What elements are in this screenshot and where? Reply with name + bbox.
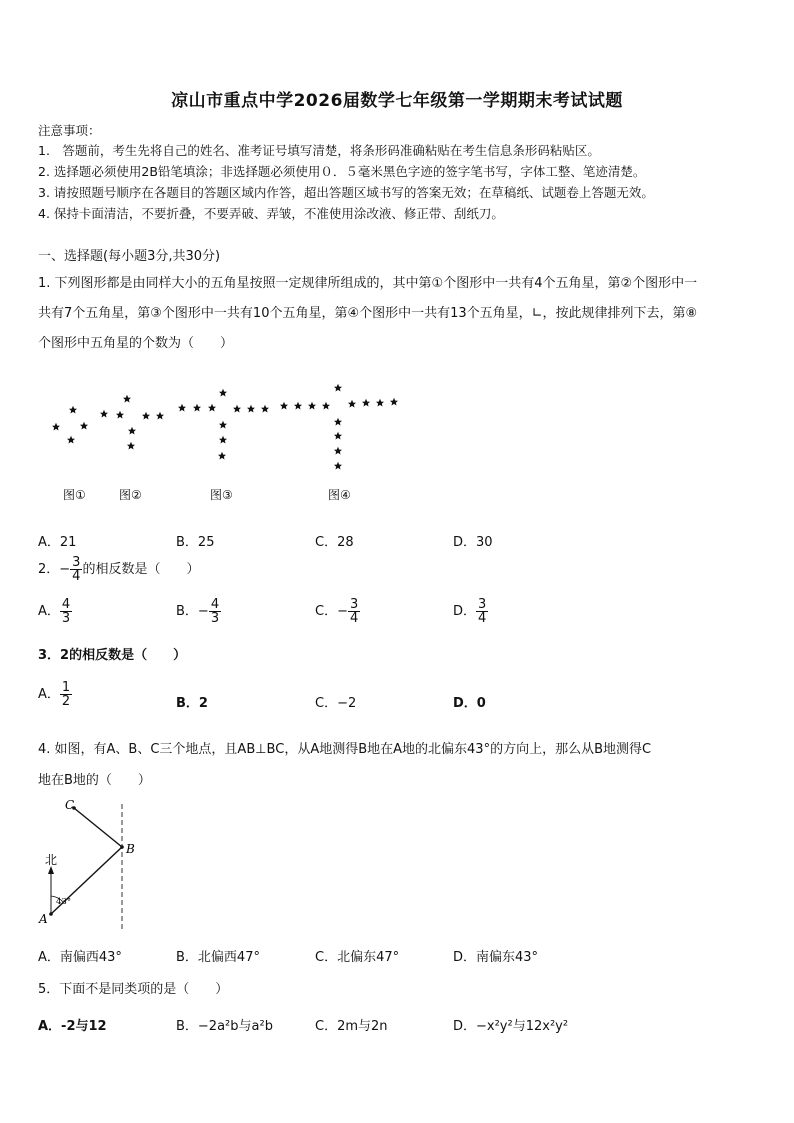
- q4-stem-line1: 4. 如图，有A、B、C三个地点，且AB⊥BC，从A地测得B地在A地的北偏东43°的方向上，那么从B地测得C: [38, 742, 652, 757]
- q2-option-a-den: 3: [61, 611, 71, 626]
- q3-option-d-text: 0: [476, 696, 486, 711]
- q2-option-d-frac: [476, 598, 488, 625]
- q2-suffix: 的相反数是（ ）: [82, 562, 200, 577]
- q1-stem-line1: 1. 下列图形都是由同样大小的五角星按照一定规律所组成的，其中第①个图形中一共有4个五角星，第②个图形中一: [38, 276, 698, 291]
- q2-option-b: [176, 598, 221, 625]
- point-c-label: C: [65, 798, 75, 812]
- q2-option-c-sign: −: [337, 604, 348, 619]
- segment-bc: [74, 808, 122, 847]
- figure-3-stars: [178, 389, 269, 460]
- q2-prefix: 2．−: [38, 562, 71, 577]
- q2-option-c-frac: [348, 598, 360, 625]
- q4-stem-line2: 地在B地的（ ）: [38, 773, 151, 788]
- q1-stem-line3: 个图形中五角星的个数为（ ）: [38, 336, 234, 351]
- fig-label-3: 图③: [210, 488, 233, 502]
- point-b-label: B: [126, 842, 135, 856]
- q3-option-c: [315, 692, 356, 711]
- q3-option-a: [38, 681, 72, 708]
- star-pattern-figure: [40, 372, 420, 482]
- figure-4-stars: [280, 384, 398, 470]
- q1-option-c: C．28: [315, 535, 354, 550]
- q2-option-b-den: 3: [210, 611, 220, 626]
- q4-option-b: B．北偏西47°: [176, 950, 260, 965]
- q3-option-a-letter: A．: [38, 687, 60, 702]
- q1-stem-line2: 共有7个五角星，第③个图形中一共有10个五角星，第④个图形中一共有13个五角星，∟，按此规律排列下去，第⑧: [38, 306, 698, 321]
- notes-heading: 注意事项：: [38, 123, 101, 138]
- q2-option-c-letter: C．: [315, 604, 338, 619]
- q2-option-b-num: 4: [210, 597, 220, 612]
- figure-2-stars: [100, 395, 164, 450]
- q3-stem: 3．2的相反数是（ ）: [38, 648, 187, 663]
- page-title: 凉山市重点中学2026届数学七年级第一学期期末考试试题: [171, 91, 623, 111]
- note-item-3: 3. 请按照题号顺序在各题目的答题区域内作答，超出答题区域书写的答案无效；在草稿纸、试题卷上答题无效。: [38, 185, 654, 200]
- north-label: 北: [45, 853, 58, 867]
- q2-option-d-letter: D．: [453, 604, 477, 619]
- q2-option-d-num: 3: [478, 597, 487, 612]
- q2-option-c-num: 3: [349, 597, 359, 612]
- note-item-2: 2. 选择题必须使用2B铅笔填涂；非选择题必须使用０．５毫米黑色字迹的签字笔书写，字体工整、笔迹清楚。: [38, 164, 646, 179]
- q2-option-a-num: 4: [61, 597, 71, 612]
- q2-option-c: [315, 598, 360, 625]
- q3-option-b: [176, 692, 208, 711]
- q2-stem: [38, 556, 199, 583]
- q3-option-c-letter: C．: [315, 696, 338, 711]
- figure-1-stars: [52, 406, 88, 444]
- q2-option-b-sign: −: [197, 604, 209, 619]
- q3-option-a-frac: [60, 681, 72, 708]
- q2-option-b-frac: [209, 598, 221, 625]
- q3-option-c-text: −2: [337, 696, 357, 711]
- q4-option-c: C．北偏东47°: [315, 950, 400, 965]
- q3-option-d-letter: D．: [453, 696, 477, 711]
- q1-option-a: A．21: [38, 535, 77, 550]
- q2-option-a-frac: [60, 598, 72, 625]
- q2-fraction: [70, 556, 82, 583]
- point-a-dot: [49, 912, 53, 916]
- q2-option-b-letter: B．: [176, 604, 198, 619]
- q2-frac-den: 4: [72, 569, 81, 584]
- fig-label-1: 图①: [63, 488, 86, 502]
- point-b-dot: [120, 845, 124, 849]
- q5-option-c: C．2m与2n: [315, 1019, 388, 1034]
- q2-option-a-letter: A．: [38, 604, 60, 619]
- q3-option-a-num: 1: [61, 680, 71, 695]
- angle-label: 43°: [56, 897, 72, 907]
- q5-option-a: A．-2与12: [38, 1019, 107, 1034]
- q2-option-d: [453, 598, 488, 625]
- note-item-4: 4. 保持卡面清洁，不要折叠，不要弄破、弄皱，不准使用涂改液、修正带、刮纸刀。: [38, 206, 504, 221]
- q5-option-b: B．−2a²b与a²b: [176, 1019, 273, 1034]
- q3-option-a-den: 2: [61, 694, 71, 709]
- q2-option-d-den: 4: [478, 611, 487, 626]
- q1-option-d: D．30: [453, 535, 493, 550]
- q4-option-a: A．南偏西43°: [38, 950, 122, 965]
- q2-frac-num: 3: [72, 555, 81, 570]
- q3-option-b-letter: B．: [176, 696, 199, 711]
- fig-label-4: 图④: [328, 488, 351, 502]
- q4-option-d: D．南偏东43°: [453, 950, 539, 965]
- q1-option-b: B．25: [176, 535, 215, 550]
- fig-label-2: 图②: [119, 488, 142, 502]
- q2-option-a: [38, 598, 72, 625]
- section-heading: 一、选择题(每小题3分,共30分): [38, 249, 221, 264]
- q3-option-b-text: 2: [198, 696, 208, 711]
- q3-option-d: [453, 692, 486, 711]
- note-item-1: 1. 答题前，考生先将自己的姓名、准考证号填写清楚，将条形码准确粘贴在考生信息条形码粘贴区。: [38, 143, 600, 158]
- north-arrow-head: [48, 866, 54, 874]
- direction-figure: [36, 796, 146, 936]
- q5-option-d: D．−x²y²与12x²y²: [453, 1019, 569, 1034]
- point-a-label: A: [39, 912, 48, 926]
- q5-stem: 5．下面不是同类项的是（ ）: [38, 982, 229, 997]
- q2-option-c-den: 4: [349, 611, 359, 626]
